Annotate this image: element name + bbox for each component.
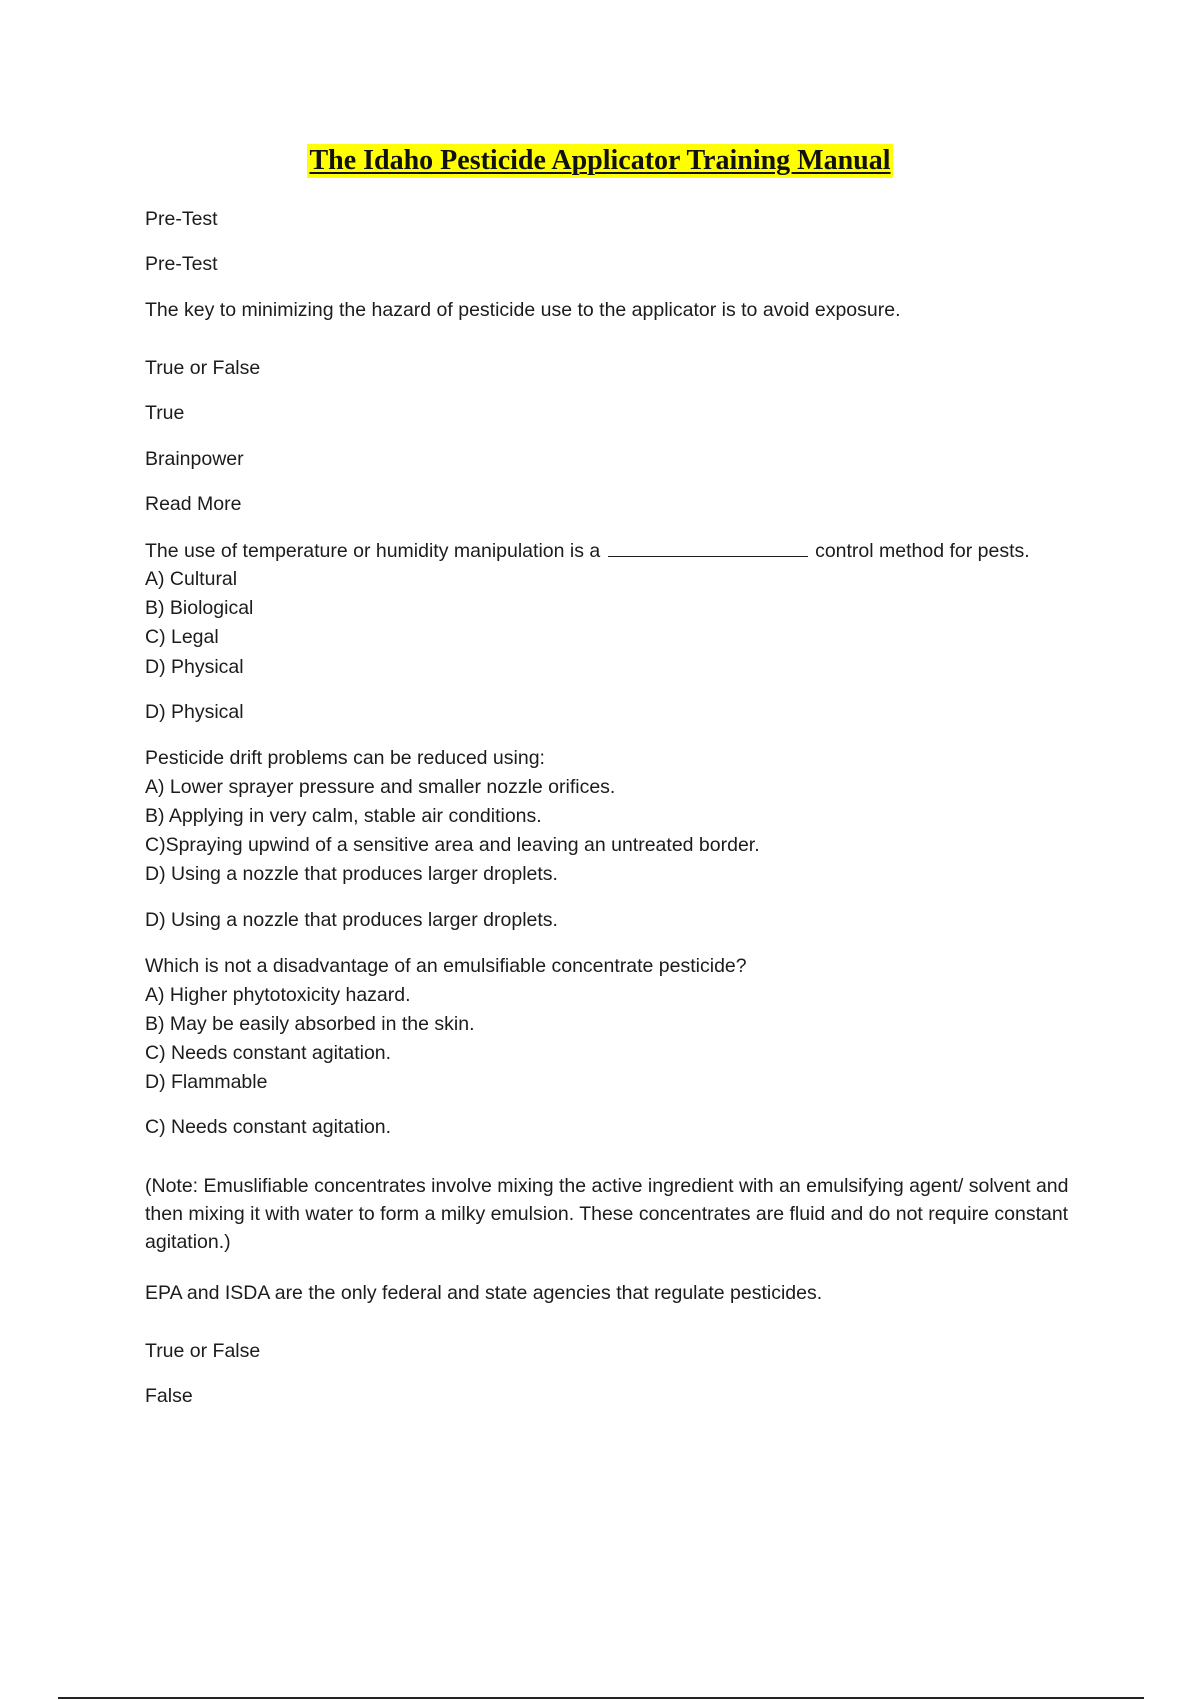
page-bottom-rule [58, 1697, 1144, 1699]
q2-option: D) Physical [145, 656, 244, 678]
q4-question: Which is not a disadvantage of an emulsifiable concentrate pesticide? [145, 955, 747, 977]
q1-question: The key to minimizing the hazard of pesticide use to the applicator is to avoid exposure. [145, 299, 901, 321]
header-line: Pre-Test [145, 253, 218, 275]
title-container [0, 144, 1200, 178]
q2-question-end: control method for pests. [815, 540, 1030, 562]
q2-option: C) Legal [145, 626, 219, 648]
q3-option: B) Applying in very calm, stable air conditions. [145, 805, 542, 827]
q3-question: Pesticide drift problems can be reduced using: [145, 747, 545, 769]
q4-option: A) Higher phytotoxicity hazard. [145, 984, 411, 1006]
header-line: Pre-Test [145, 208, 218, 230]
q2-answer: D) Physical [145, 701, 244, 723]
q3-answer: D) Using a nozzle that produces larger droplets. [145, 909, 558, 931]
q3-option: C)Spraying upwind of a sensitive area and leaving an untreated border. [145, 834, 760, 856]
brainpower-link[interactable]: Brainpower [145, 448, 244, 470]
document-title: The Idaho Pesticide Applicator Training Manual [309, 145, 891, 176]
q4-option: B) May be easily absorbed in the skin. [145, 1013, 475, 1035]
q4-note: (Note: Emuslifiable concentrates involve mixing the active ingredient with an emulsifying agent/ solvent and then mixing it with water to form a milky emulsion. These concentrates are fluid and do not require constant agitation.) [145, 1175, 1069, 1253]
fill-in-blank [608, 538, 808, 557]
q2-question-start: The use of temperature or humidity manipulation is a [145, 540, 601, 562]
q5-answer: False [145, 1385, 193, 1407]
q2-question [145, 538, 1030, 563]
q5-question: EPA and ISDA are the only federal and state agencies that regulate pesticides. [145, 1282, 823, 1304]
read-more-link[interactable]: Read More [145, 493, 242, 515]
q3-option: A) Lower sprayer pressure and smaller nozzle orifices. [145, 776, 616, 798]
q4-answer: C) Needs constant agitation. [145, 1116, 392, 1138]
q1-type-label: True or False [145, 357, 261, 379]
q2-option: B) Biological [145, 597, 254, 619]
q2-option: A) Cultural [145, 568, 238, 590]
q4-option: D) Flammable [145, 1071, 268, 1093]
q1-answer: True [145, 402, 185, 424]
q3-option: D) Using a nozzle that produces larger droplets. [145, 863, 558, 885]
q5-type-label: True or False [145, 1340, 261, 1362]
q4-option: C) Needs constant agitation. [145, 1042, 392, 1064]
